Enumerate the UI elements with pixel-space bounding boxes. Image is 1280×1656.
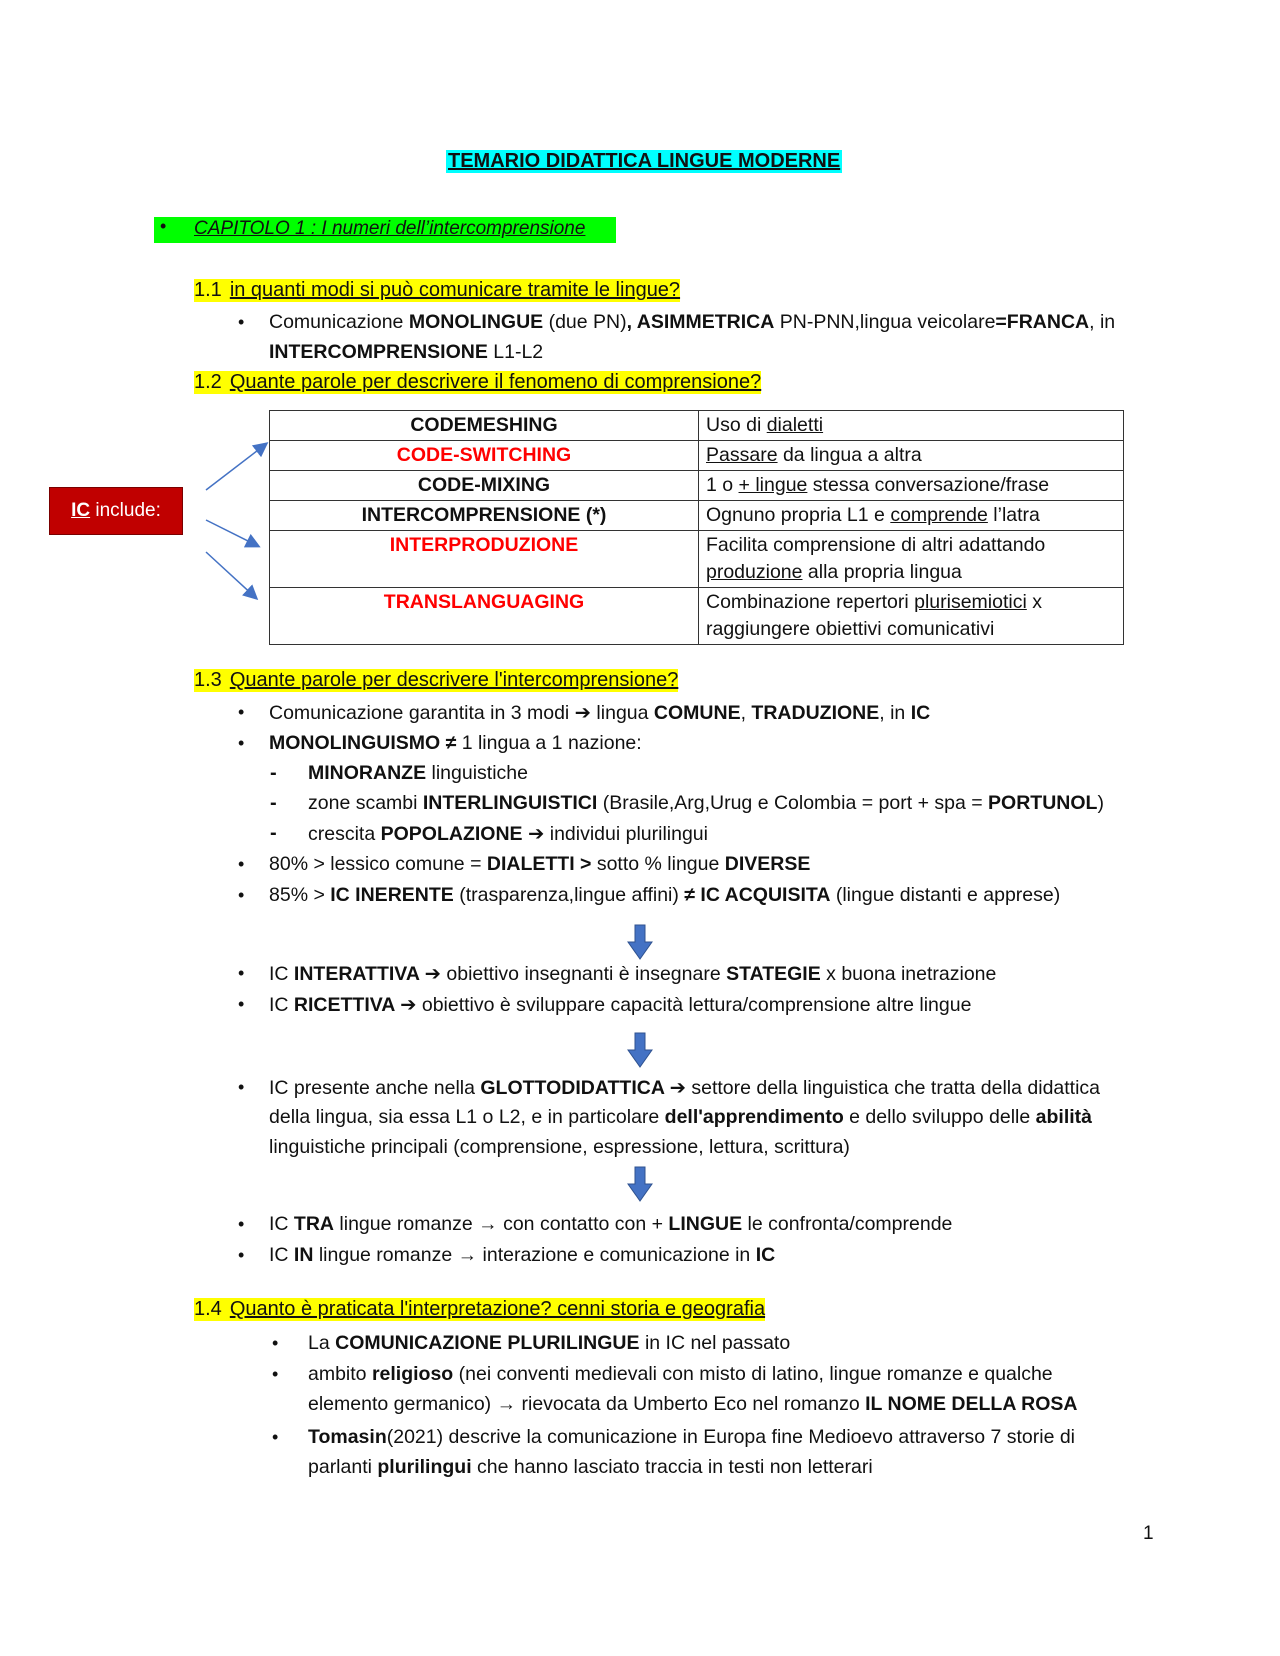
- bullet: •: [238, 1214, 245, 1234]
- list-item-continuation: parlanti plurilingui che hanno lasciato traccia in testi non letterari: [308, 1456, 873, 1478]
- section-question: Quante parole per descrivere l'intercomprensione?: [229, 669, 679, 691]
- arrow-down-icon: [627, 1032, 653, 1068]
- section-1-2-heading: [194, 371, 761, 394]
- arrow-down-right: [206, 552, 256, 598]
- table-cell-description: 1 o + lingue stessa conversazione/frase: [699, 471, 1124, 501]
- arrow-up-right: [206, 444, 266, 490]
- table-cell-term: INTERPRODUZIONE: [270, 531, 699, 588]
- section-question: Quanto è praticata l'interpretazione? cenni storia e geografia: [229, 1298, 766, 1320]
- arrow-down-right: [206, 520, 258, 546]
- ic-include-box: IC include:: [49, 487, 183, 535]
- list-item: La COMUNICAZIONE PLURILINGUE in IC nel passato: [308, 1332, 791, 1354]
- bullet: •: [272, 1333, 279, 1353]
- list-item: IC INTERATTIVA ➔ obiettivo insegnanti è insegnare STATEGIE x buona inetrazione: [269, 963, 997, 985]
- list-item: IC RICETTIVA ➔ obiettivo è sviluppare capacità lettura/comprensione altre lingue: [269, 994, 972, 1016]
- section-number: 1.2: [194, 371, 222, 393]
- table-row: [270, 471, 1124, 501]
- table-cell-term: CODE-SWITCHING: [270, 441, 699, 471]
- arrow-down-icon: [627, 1166, 653, 1202]
- bullet: •: [238, 994, 245, 1014]
- list-item: Tomasin(2021) descrive la comunicazione in Europa fine Medioevo attraverso 7 storie di: [308, 1426, 1076, 1448]
- table-cell-term: TRANSLANGUAGING: [270, 588, 699, 645]
- bullet: •: [272, 1364, 279, 1384]
- chapter-title: CAPITOLO 1 : I numeri dell’intercomprensione: [194, 218, 586, 239]
- table-row: [270, 411, 1124, 441]
- list-item-continuation: elemento germanico) → rievocata da Umberto Eco nel romanzo IL NOME DELLA ROSA: [308, 1393, 1078, 1415]
- bullet: •: [238, 885, 245, 905]
- section-number: 1.4: [194, 1298, 222, 1320]
- table-row: [270, 531, 1124, 588]
- list-item: IC IN lingue romanze → interazione e comunicazione in IC: [269, 1244, 776, 1266]
- section-1-4-heading: [194, 1298, 765, 1321]
- connector-arrows: [190, 430, 280, 610]
- bullet: •: [238, 1245, 245, 1265]
- sub-list-item: zone scambi INTERLINGUISTICI (Brasile,Arg,Urug e Colombia = port + spa = PORTUNOL): [308, 792, 1104, 814]
- table-row: [270, 588, 1124, 645]
- table-cell-description: Facilita comprensione di altri adattando produzione alla propria lingua: [699, 531, 1124, 588]
- list-item: Comunicazione garantita in 3 modi ➔ lingua COMUNE, TRADUZIONE, in IC: [269, 702, 931, 724]
- list-item: IC TRA lingue romanze → con contatto con + LINGUE le confronta/comprende: [269, 1213, 953, 1235]
- dash: -: [270, 822, 277, 844]
- section-number: 1.3: [194, 669, 222, 691]
- table-cell-description: Ognuno propria L1 e comprende l’latra: [699, 501, 1124, 531]
- bullet: •: [238, 733, 245, 753]
- section-question: in quanti modi si può comunicare tramite le lingue?: [229, 279, 681, 301]
- list-item: 80% > lessico comune = DIALETTI > sotto % lingue DIVERSE: [269, 853, 811, 875]
- bullet: •: [238, 854, 245, 874]
- bullet: •: [238, 963, 245, 983]
- table-row: [270, 441, 1124, 471]
- table-cell-term: CODEMESHING: [270, 411, 699, 441]
- terms-table: [269, 410, 1124, 645]
- table-cell-description: Combinazione repertori plurisemiotici x raggiungere obiettivi comunicativi: [699, 588, 1124, 645]
- table-cell-description: Uso di dialetti: [699, 411, 1124, 441]
- section-question: Quante parole per descrivere il fenomeno di comprensione?: [229, 371, 762, 393]
- sub-list-item: MINORANZE linguistiche: [308, 762, 528, 784]
- arrow-down-icon: [627, 924, 653, 960]
- document-title: TEMARIO DIDATTICA LINGUE MODERNE: [448, 150, 841, 172]
- section-1-3-heading: [194, 669, 678, 692]
- list-item-continuation: linguistiche principali (comprensione, espressione, lettura, scrittura): [269, 1136, 850, 1158]
- section-1-1-heading: [194, 279, 680, 302]
- bullet: •: [238, 312, 245, 332]
- list-item-continuation: della lingua, sia essa L1 o L2, e in particolare dell'apprendimento e dello sviluppo delle abilità: [269, 1106, 1092, 1128]
- bullet: •: [160, 216, 167, 236]
- dash: -: [270, 762, 277, 784]
- bullet: •: [238, 702, 245, 722]
- table-row: [270, 501, 1124, 531]
- section-number: 1.1: [194, 279, 222, 301]
- bullet: •: [272, 1427, 279, 1447]
- table-cell-description: Passare da lingua a altra: [699, 441, 1124, 471]
- list-item-continuation: INTERCOMPRENSIONE L1-L2: [269, 341, 544, 363]
- list-item: ambito religioso (nei conventi medievali con misto di latino, lingue romanze e qualche: [308, 1363, 1053, 1385]
- table-cell-term: CODE-MIXING: [270, 471, 699, 501]
- list-item: Comunicazione MONOLINGUE (due PN), ASIMMETRICA PN-PNN,lingua veicolare=FRANCA, in: [269, 311, 1116, 333]
- list-item: IC presente anche nella GLOTTODIDATTICA ➔ settore della linguistica che tratta della didattica: [269, 1077, 1101, 1099]
- dash: -: [270, 792, 277, 814]
- table-cell-term: INTERCOMPRENSIONE (*): [270, 501, 699, 531]
- list-item: 85% > IC INERENTE (trasparenza,lingue affini) ≠ IC ACQUISITA (lingue distanti e apprese): [269, 884, 1061, 906]
- chapter-heading: [154, 217, 616, 243]
- page-number: 1: [1143, 1523, 1154, 1544]
- sub-list-item: crescita POPOLAZIONE ➔ individui plurilingui: [308, 823, 708, 845]
- bullet: •: [238, 1077, 245, 1097]
- list-item: MONOLINGUISMO ≠ 1 lingua a 1 nazione:: [269, 732, 642, 754]
